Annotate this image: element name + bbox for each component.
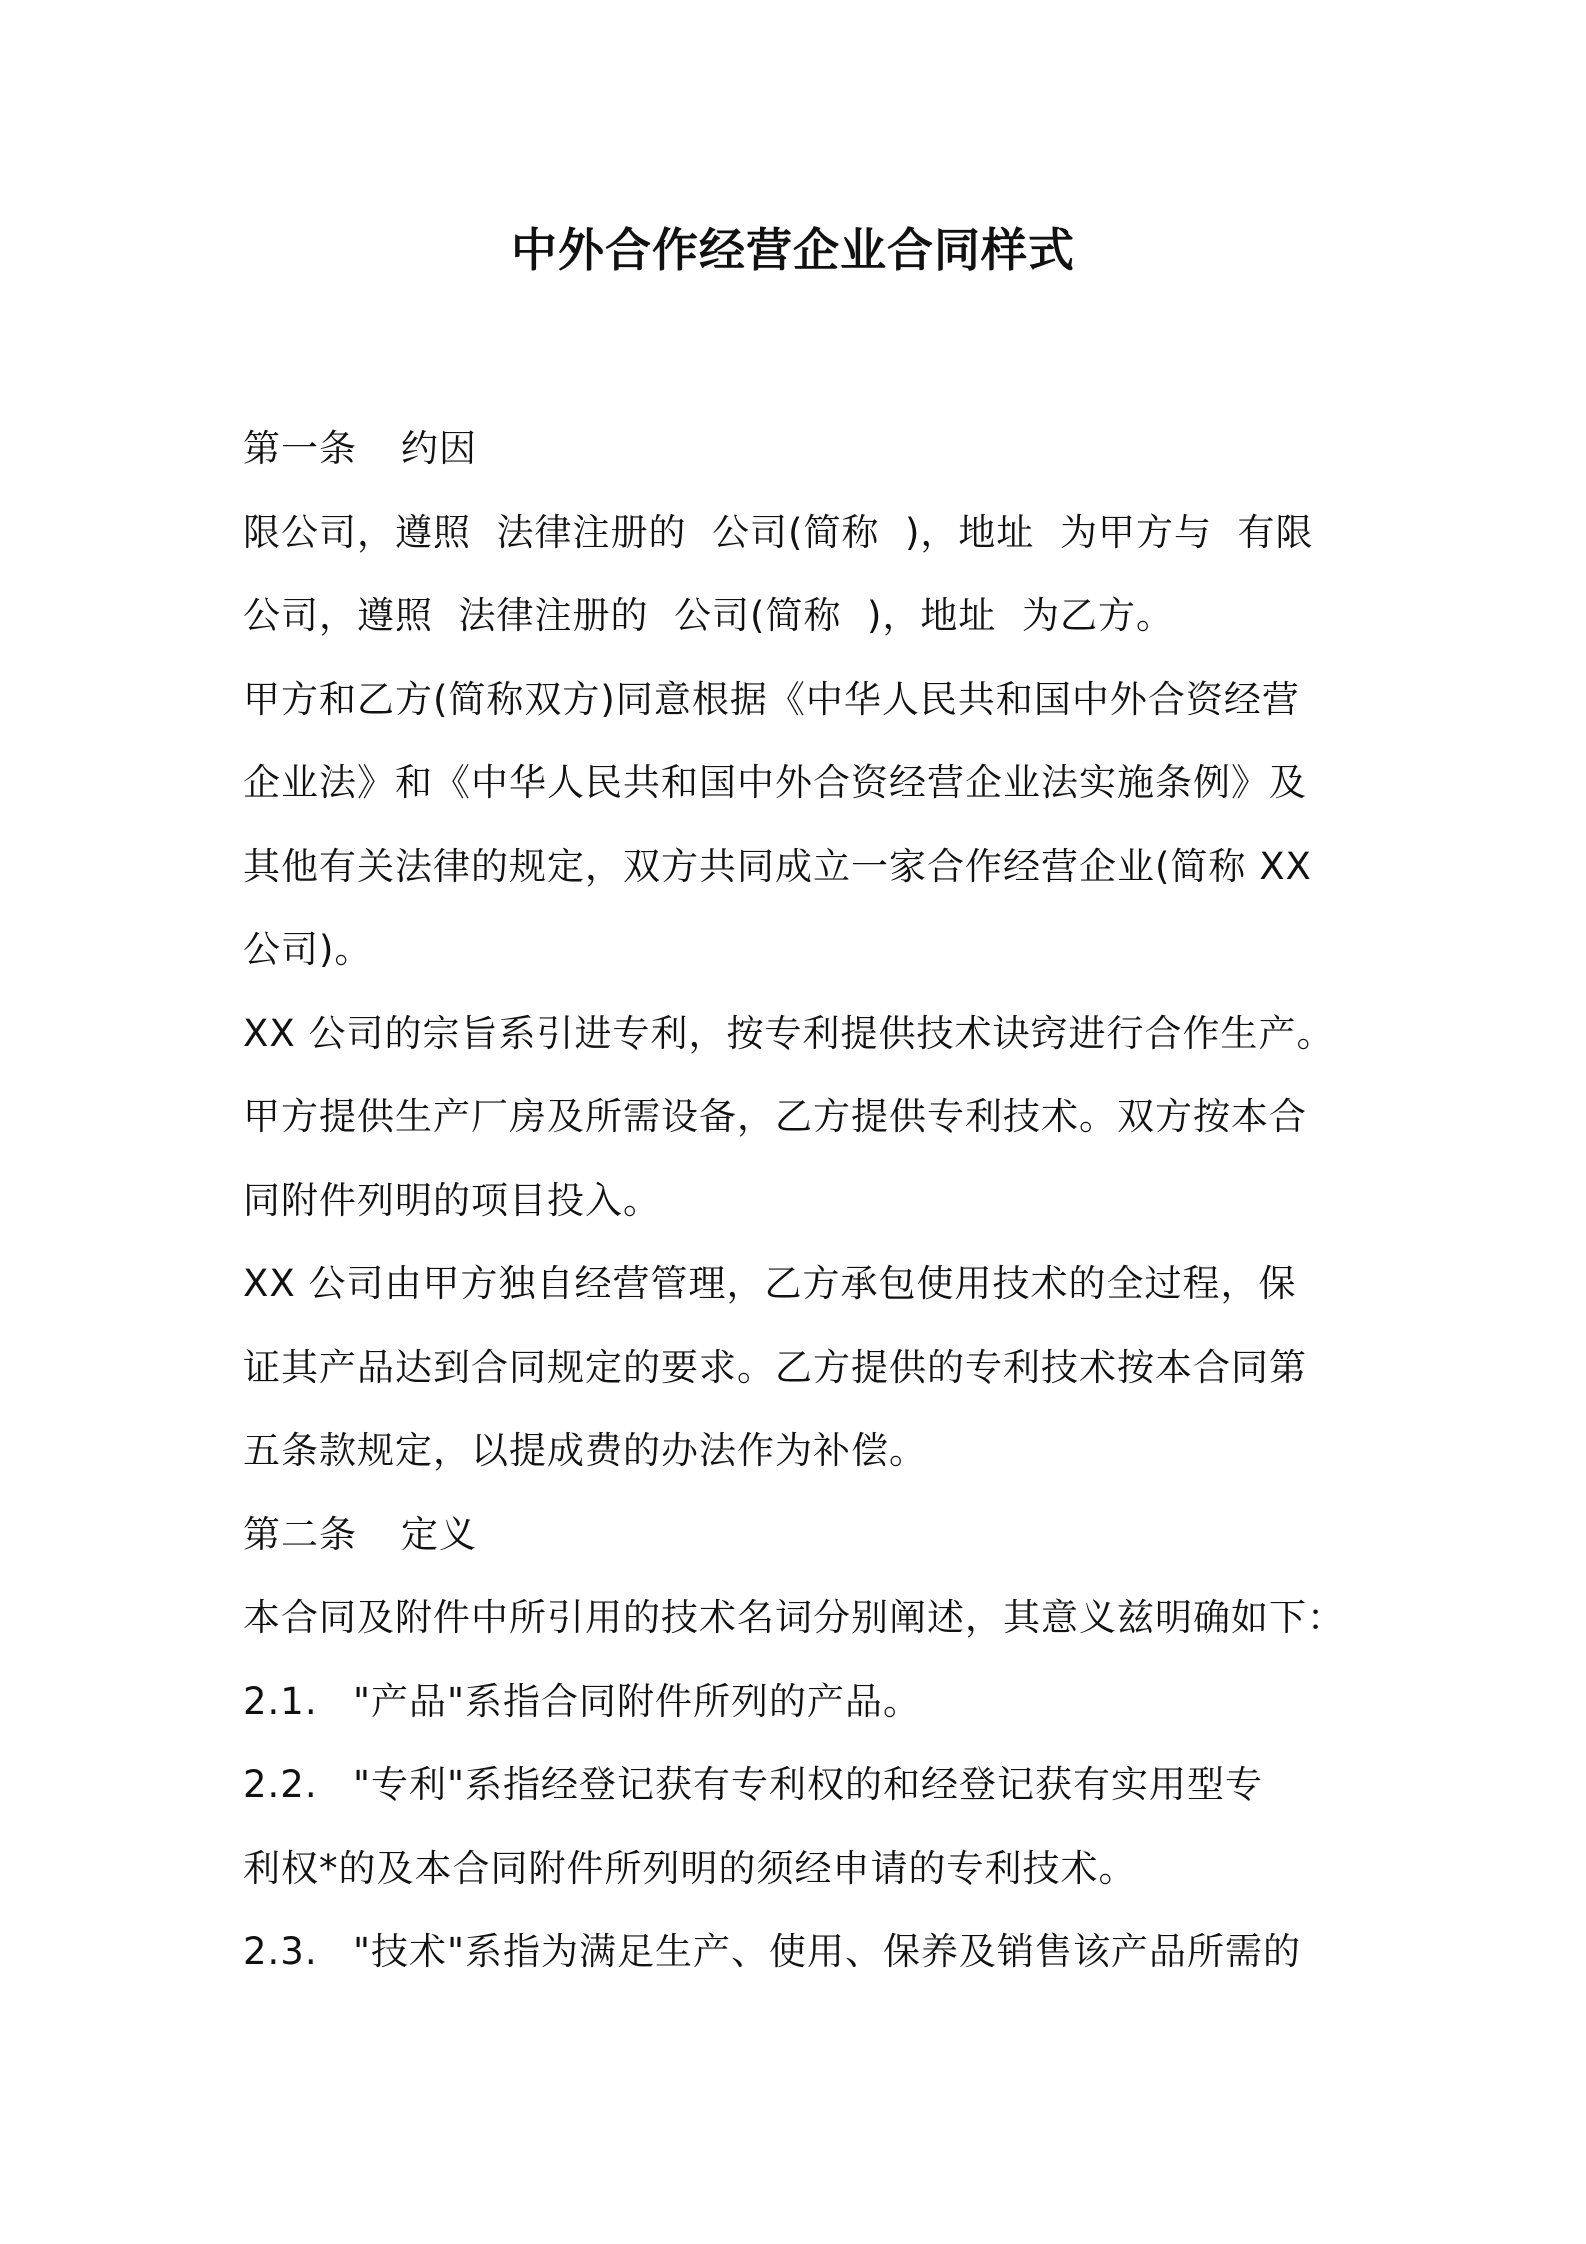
definition-item-2-2 bbox=[243, 1743, 1358, 1827]
article-2-title: 定义 bbox=[401, 1512, 477, 1556]
item-number: 2.2. bbox=[243, 1763, 318, 1806]
article-1-label: 第一条 bbox=[243, 427, 357, 470]
article-1-title: 约因 bbox=[401, 427, 477, 470]
article-1-line: 甲方提供生产厂房及所需设备，乙方提供专利技术。双方按本合 bbox=[243, 1095, 1307, 1138]
article-1-line: 限公司，遵照 法律注册的 公司(简称 )，地址 为甲方与 有限 bbox=[243, 510, 1314, 554]
item-continuation: 利权*的及本合同附件所列明的须经申请的专利技术。 bbox=[243, 1846, 1137, 1890]
article-1-line: 证其产品达到合同规定的要求。乙方提供的专利技术按本合同第 bbox=[243, 1345, 1307, 1389]
definition-item-2-3 bbox=[243, 1910, 1358, 1994]
article-1-heading bbox=[243, 407, 1358, 491]
article-1-line: 企业法》和《中华人民共和国中外合资经营企业法实施条例》及 bbox=[243, 761, 1307, 804]
item-text: "专利"系指经登记获有专利权的和经登记获有实用型专 bbox=[353, 1763, 1264, 1806]
document-body bbox=[243, 407, 1358, 1994]
article-2-label: 第二条 bbox=[243, 1512, 357, 1556]
article-1-line: XX 公司由甲方独自经营管理，乙方承包使用技术的全过程，保 bbox=[243, 1262, 1297, 1305]
article-1-line: XX 公司的宗旨系引进专利，按专利提供技术诀窍进行合作生产。 bbox=[243, 1011, 1335, 1055]
item-text: "技术"系指为满足生产、使用、保养及销售该产品所需的 bbox=[353, 1930, 1302, 1973]
article-1-line: 五条款规定，以提成费的办法作为补偿。 bbox=[243, 1429, 927, 1472]
definition-item-2-1 bbox=[243, 1660, 1358, 1744]
item-text: "产品"系指合同附件所列的产品。 bbox=[353, 1679, 922, 1723]
item-number: 2.1. bbox=[243, 1679, 318, 1723]
article-1-line: 甲方和乙方(简称双方)同意根据《中华人民共和国中外合资经营 bbox=[243, 677, 1300, 721]
article-2-intro: 本合同及附件中所引用的技术名词分别阐述，其意义兹明确如下： bbox=[243, 1596, 1345, 1639]
document-title: 中外合作经营企业合同样式 bbox=[511, 223, 1075, 277]
article-1-line: 公司)。 bbox=[243, 928, 373, 971]
item-number: 2.3. bbox=[243, 1930, 318, 1973]
article-1-line: 公司，遵照 法律注册的 公司(简称 )，地址 为乙方。 bbox=[243, 594, 1174, 637]
article-2-heading bbox=[243, 1493, 1358, 1577]
article-1-line: 同附件列明的项目投入。 bbox=[243, 1178, 661, 1222]
article-1-line: 其他有关法律的规定，双方共同成立一家合作经营企业(简称 XX bbox=[243, 844, 1312, 888]
